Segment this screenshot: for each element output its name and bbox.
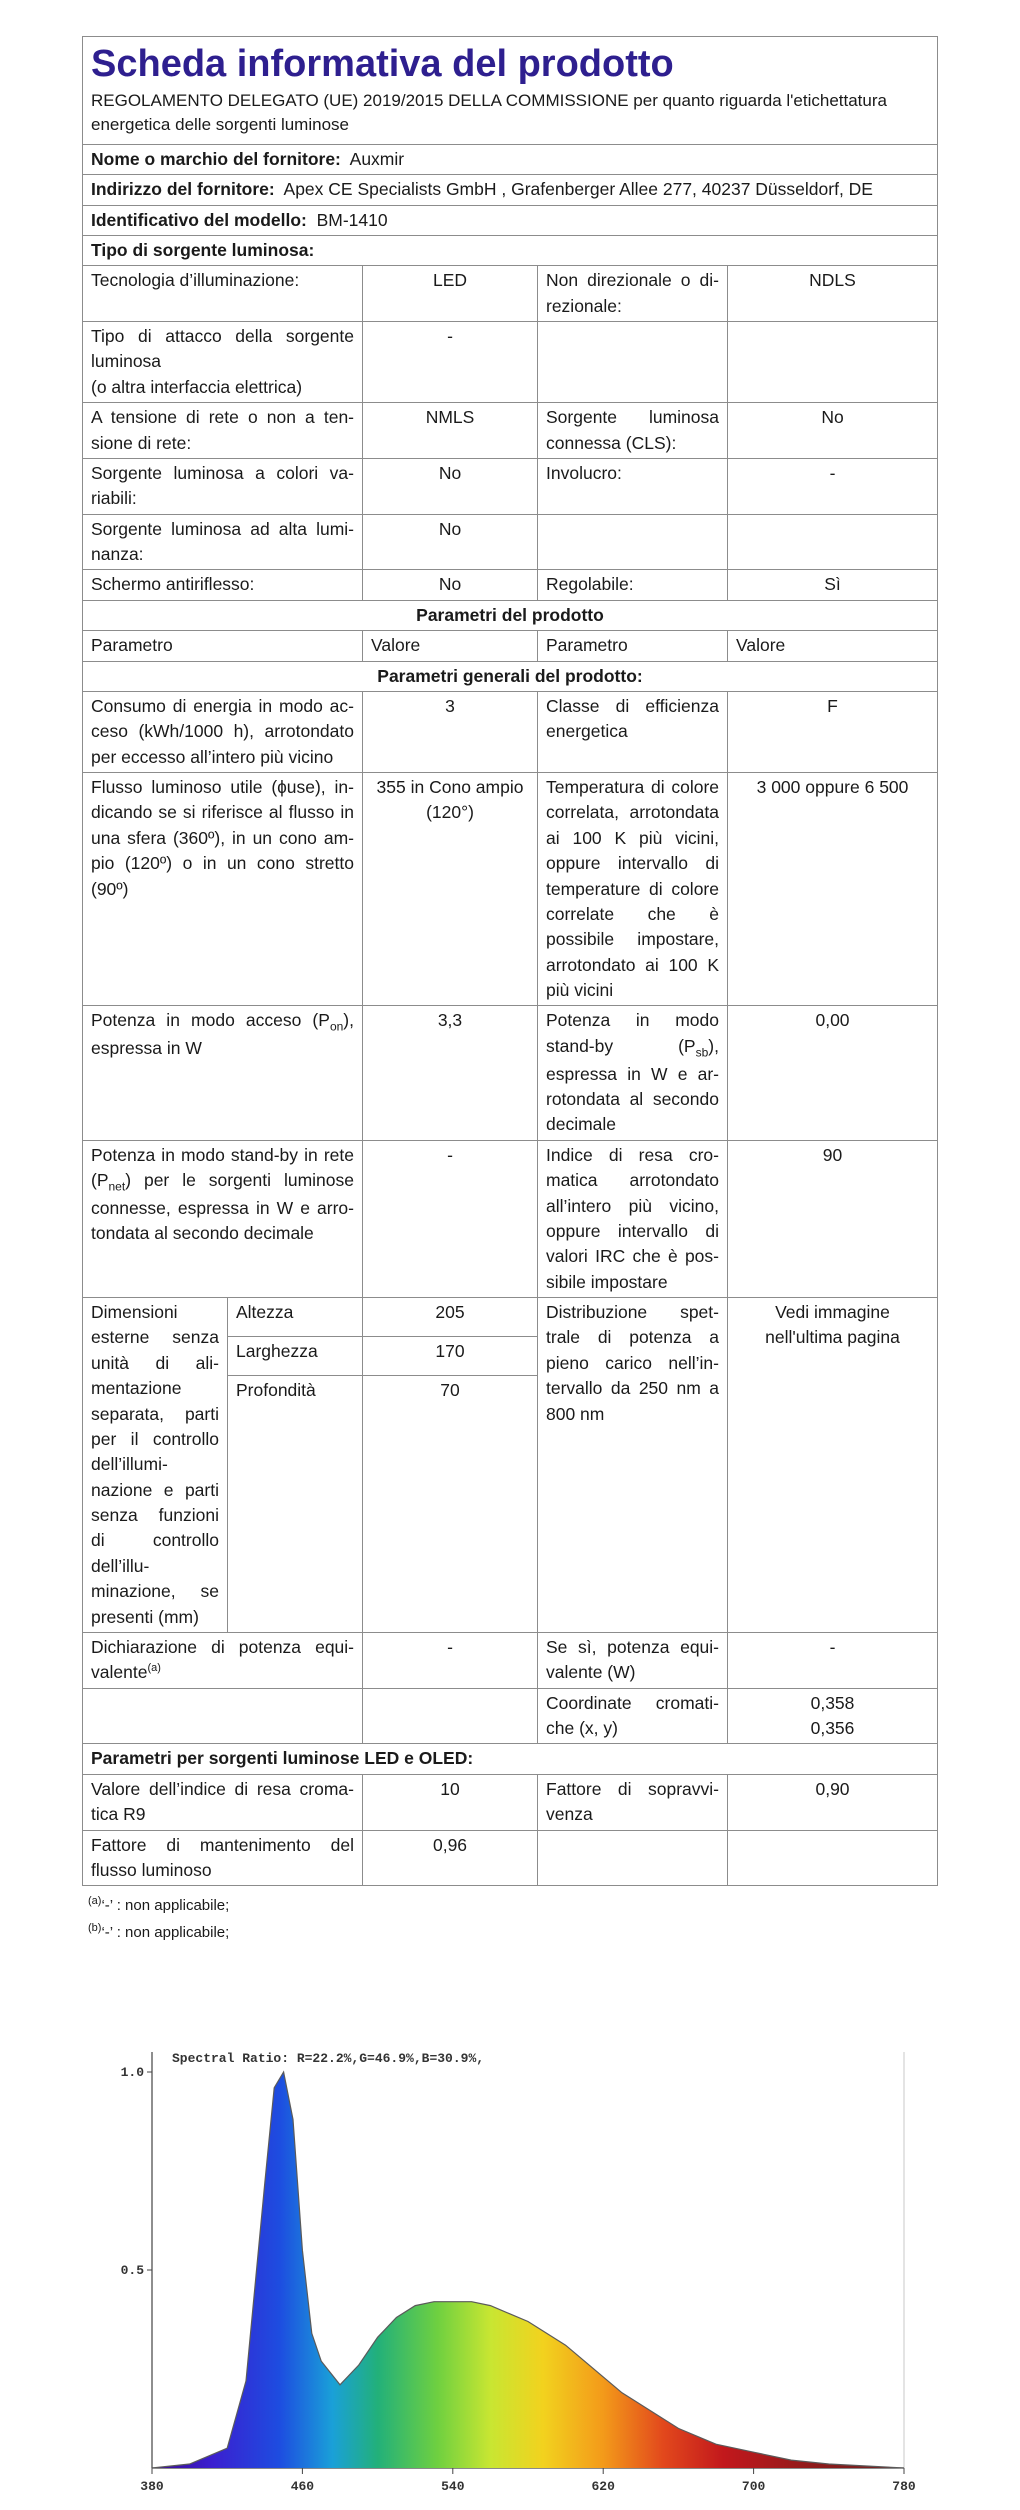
height-label: Altezza [228, 1298, 363, 1337]
row-label: A tensione di rete o non a tensione di rete: [83, 403, 363, 459]
chromaticity-label: Coordinate cromatiche (x, y) [538, 1688, 728, 1744]
row-label [538, 514, 728, 570]
label-part: ) per le sorgenti luminose connesse, espressa in W e arrotondata al secondo decimale [91, 1170, 354, 1244]
standby-power-value: 0,00 [728, 1006, 938, 1140]
label-part: ), espressa in W [91, 1010, 354, 1059]
on-mode-power-label [83, 1006, 363, 1140]
cri-label: Indice di resa cromatica arrotondato all’intero più vicino, oppure intervallo di valori IRC che è possibile impostare [538, 1140, 728, 1297]
on-mode-power-value: 3,3 [363, 1006, 538, 1140]
label-subscript: net [108, 1179, 126, 1194]
table-row [83, 570, 938, 600]
label-part: Potenza in modo stand-by (P [546, 1010, 719, 1056]
regulation-text: REGOLAMENTO DELEGATO (UE) 2019/2015 DELLA COMMISSIONE per quanto riguarda l'etichettatura energetica delle sorgenti luminose [91, 90, 887, 135]
label-part: ), espressa in W e arrotondata al secondo decimale [546, 1035, 719, 1135]
row-label: Tipo di attacco della sorgente luminosa (o altra interfaccia elettrica) [83, 322, 363, 403]
product-info-table [82, 36, 938, 1886]
label-subscript: on [329, 1019, 344, 1034]
equivalent-watts-label: Se sì, potenza equivalente (W) [538, 1632, 728, 1688]
row-value: - [363, 322, 538, 403]
table-row [83, 1298, 938, 1337]
r9-label: Valore dell’indice di resa cromatica R9 [83, 1774, 363, 1830]
equivalent-watts-value: - [728, 1632, 938, 1688]
table-row [83, 1688, 938, 1744]
networked-standby-label [83, 1140, 363, 1297]
r9-value: 10 [363, 1774, 538, 1830]
width-value: 170 [363, 1336, 538, 1375]
color-temperature-label: Temperatura di colore correlata, arrotondata ai 100 K più vicini, oppure intervallo di temperature di colore correlate che è possibile impostare, arrotondato ai 100 K più vicini [538, 773, 728, 1006]
col-header-param: Parametro [538, 631, 728, 661]
table-row [83, 1830, 938, 1886]
supplier-name-value: Auxmir [349, 148, 405, 169]
row-value: LED [363, 266, 538, 322]
survival-factor-value: 0,90 [728, 1774, 938, 1830]
lumen-maintenance-value: 0,96 [363, 1830, 538, 1886]
x-tick-label: 620 [591, 2479, 615, 2494]
led-params-heading: Parametri per sorgenti luminose LED e OLED: [83, 1744, 938, 1774]
table-row [83, 691, 938, 772]
equivalent-power-label [83, 1632, 363, 1688]
spectral-chart [82, 2028, 942, 2498]
cri-value: 90 [728, 1140, 938, 1297]
efficiency-class-label: Classe di efficienza energetica [538, 691, 728, 772]
table-row [83, 403, 938, 459]
row-value [728, 322, 938, 403]
x-tick-label: 780 [892, 2479, 916, 2494]
label-subscript: sb [695, 1045, 709, 1060]
row-label: Regolabile: [538, 570, 728, 600]
spectral-chart-svg [82, 2028, 942, 2498]
row-label [538, 322, 728, 403]
col-header-param: Parametro [83, 631, 363, 661]
row-label: Non direzionale o direzionale: [538, 266, 728, 322]
general-params-heading: Parametri generali del prodotto: [83, 661, 938, 691]
table-row [83, 458, 938, 514]
label-part: Potenza in modo stand-by in rete (P [91, 1144, 354, 1191]
spectral-distribution-value: Vedi immagine nell'ultima pagina [728, 1298, 938, 1633]
col-header-value: Valore [363, 631, 538, 661]
width-label: Larghezza [228, 1336, 363, 1375]
col-header-value: Valore [728, 631, 938, 661]
model-id-value: BM-1410 [316, 209, 388, 230]
energy-consumption-value: 3 [363, 691, 538, 772]
table-row [83, 266, 938, 322]
spectral-distribution-label: Distribuzione spettrale di potenza a pieno carico nell’intervallo da 250 nm a 800 nm [538, 1298, 728, 1633]
row-value: Sì [728, 570, 938, 600]
table-row [83, 1006, 938, 1140]
source-type-heading: Tipo di sorgente luminosa: [83, 235, 938, 265]
row-label: Schermo antiriflesso: [83, 570, 363, 600]
table-row [83, 1632, 938, 1688]
x-tick-label: 700 [741, 2479, 766, 2494]
lumen-maintenance-label: Fattore di mantenimento del flusso luminoso [83, 1830, 363, 1886]
y-tick-label: 0.5 [120, 2263, 144, 2278]
row-label: Involucro: [538, 458, 728, 514]
footnote-text: ‘-’ : non applicabile; [101, 1897, 230, 1915]
supplier-address-value: Apex CE Specialists GmbH , Grafenberger Allee 277, 40237 Düsseldorf, DE [283, 179, 873, 200]
row-value: No [728, 403, 938, 459]
x-tick-label: 380 [140, 2479, 164, 2494]
footnote-b [88, 1919, 937, 1946]
table-row [83, 322, 938, 403]
row-value [728, 514, 938, 570]
table-row [83, 773, 938, 1006]
row-value: No [363, 514, 538, 570]
x-tick-label: 460 [290, 2479, 315, 2494]
energy-consumption-label: Consumo di energia in modo acceso (kWh/1000 h), arrotondato per eccesso all’intero più vicino [83, 691, 363, 772]
spectral-area [152, 2072, 904, 2468]
depth-value: 70 [363, 1375, 538, 1632]
row-label: Sorgente luminosa ad alta luminanza: [83, 514, 363, 570]
equivalent-power-value: - [363, 1632, 538, 1688]
chromaticity-x: 0,358 [810, 1692, 855, 1713]
footnote-mark: (a) [88, 1895, 102, 1908]
chart-title: Spectral Ratio: R=22.2%,G=46.9%,B=30.9%, [172, 2051, 485, 2066]
efficiency-class-value: F [728, 691, 938, 772]
label-part: Potenza in modo acceso (P [91, 1010, 330, 1031]
x-tick-label: 540 [441, 2479, 465, 2494]
height-value: 205 [363, 1298, 538, 1337]
dimensions-label: Dimensioni esterne senza unità di alimentazione separata, parti per il controllo dell’illuminazione e parti senza funzioni di controllo dell’illuminazione, se presenti (mm) [83, 1298, 228, 1633]
model-id-label: Identificativo del modello: [91, 209, 307, 230]
color-temperature-value: 3 000 oppure 6 500 [728, 773, 938, 1006]
footnote-mark: (b) [88, 1921, 102, 1934]
table-row [83, 514, 938, 570]
survival-factor-label: Fattore di sopravvivenza [538, 1774, 728, 1830]
row-value: No [363, 570, 538, 600]
page-title: Scheda informativa del prodotto [91, 43, 674, 85]
row-value: NDLS [728, 266, 938, 322]
row-label: Sorgente luminosa connessa (CLS): [538, 403, 728, 459]
row-label: Tecnologia d’illuminazione: [83, 266, 363, 322]
standby-power-label [538, 1006, 728, 1140]
footnote-mark: (a) [147, 1662, 161, 1675]
product-params-heading: Parametri del prodotto [83, 600, 938, 630]
y-tick-label: 1.0 [120, 2065, 144, 2080]
footnote-a [88, 1892, 937, 1919]
footnote-text: ‘-’ : non applicabile; [101, 1923, 230, 1941]
chromaticity-y: 0,356 [810, 1718, 855, 1739]
networked-standby-value: - [363, 1140, 538, 1297]
footnotes [88, 1892, 937, 1945]
label-part: Dichiarazione di potenza equivalente [91, 1636, 354, 1683]
luminous-flux-label: Flusso luminoso utile (ɸuse), indicando se si riferisce al flusso in una sfera (360º), in un cono ampio (120º) o in un cono stretto (90º) [83, 773, 363, 1006]
supplier-name-label: Nome o marchio del fornitore: [91, 148, 341, 169]
table-row [83, 1774, 938, 1830]
row-value: - [728, 458, 938, 514]
table-row [83, 1140, 938, 1297]
luminous-flux-value: 355 in Cono ampio (120°) [363, 773, 538, 1006]
product-info-sheet [82, 36, 937, 1945]
depth-label: Profondità [228, 1375, 363, 1632]
row-label: Sorgente luminosa a colori variabili: [83, 458, 363, 514]
row-value: NMLS [363, 403, 538, 459]
chart-marks [152, 2072, 904, 2468]
chromaticity-value [728, 1688, 938, 1744]
supplier-address-label: Indirizzo del fornitore: [91, 179, 275, 200]
row-value: No [363, 458, 538, 514]
